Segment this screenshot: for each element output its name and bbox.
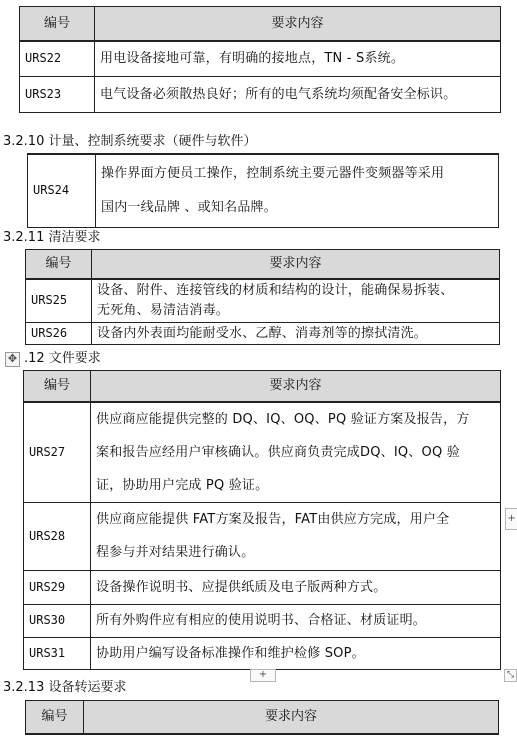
section-heading-3-2-10: 3.2.10 计量、控制系统要求（硬件与软件） [3,134,257,149]
add-column-button[interactable]: + [505,508,517,530]
section-heading-3-2-13: 3.2.13 设备转运要求 [3,680,127,695]
row-requirement [91,402,501,503]
row-code: URS27 [24,402,91,503]
row-requirement [91,502,501,570]
row-code: URS26 [26,323,92,345]
urs-table-cleaning [25,249,500,345]
table-header-row [26,250,500,279]
row-requirement: 用电设备接地可靠，有明确的接地点，TN - S系统。 [95,41,501,77]
requirement-line: 所有外购件应有相应的使用说明书、合格证、材质证明。 [96,613,427,628]
row-requirement [92,279,500,323]
table-move-handle-icon[interactable]: ✥ [5,352,20,367]
urs-table-electrical [19,6,501,113]
section-heading-3-2-12: .12 文件要求 [24,351,101,366]
row-code: URS31 [24,637,91,669]
header-code: 编号 [24,371,91,402]
add-row-button[interactable]: + [250,669,276,682]
table-header-row [20,7,501,41]
table-row [28,154,499,227]
requirement-line: 设备操作说明书、应提供纸质及电子版两种方式。 [96,579,387,595]
requirement-line: 设备、附件、连接管线的材质和结构的设计，能确保易拆装、 [97,282,454,298]
requirement-line: 案和报告应经用户审核确认。供应商负责完成DQ、IQ、OQ 验 [96,444,460,460]
table-row [26,279,500,323]
urs-table-transport [25,700,499,735]
table-row [20,41,501,77]
row-code: URS28 [24,502,91,570]
header-code: 编号 [26,250,92,279]
requirement-line: 证，协助用户完成 PQ 验证。 [96,477,269,493]
table-header-row [24,371,501,402]
requirement-line: 国内一线品牌 、或知名品牌。 [101,199,277,215]
row-code: URS29 [24,570,91,604]
row-requirement [96,154,499,227]
table-resize-icon[interactable]: ⤡ [504,669,517,682]
requirement-line: 程参与并对结果进行确认。 [96,545,255,560]
row-requirement: 电气设备必须散热良好；所有的电气系统均须配备安全标识。 [95,77,501,113]
requirement-line: 协助用户编写设备标准操作和维护检修 SOP。 [96,645,365,661]
requirement-line: 供应商应能提供完整的 DQ、IQ、OQ、PQ 验证方案及报告，方 [96,411,470,427]
row-requirement [92,323,500,345]
header-requirement: 要求内容 [95,7,501,41]
row-code: URS30 [24,604,91,637]
table-row [20,77,501,113]
header-requirement: 要求内容 [92,250,500,279]
header-code: 编号 [20,7,95,41]
table-row [24,570,501,604]
table-header-row [26,701,499,734]
table-row [24,402,501,503]
row-requirement [91,604,501,637]
requirement-line: 供应商应能提供 FAT方案及报告，FAT由供应方完成，用户全 [96,512,450,527]
table-row [24,502,501,570]
row-requirement [91,570,501,604]
requirement-line: 无死角、易清洁消毒。 [97,302,230,318]
row-requirement [91,637,501,669]
table-row [24,604,501,637]
urs-table-control-system [27,153,499,228]
row-code: URS23 [20,77,95,113]
requirement-line: 操作界面方便员工操作，控制系统主要元器件变频器等采用 [101,165,445,181]
requirement-line: 设备内外表面均能耐受水、乙醇、消毒剂等的擦拭清洗。 [97,326,428,341]
header-requirement: 要求内容 [91,371,501,402]
table-row [26,323,500,345]
urs-table-documents [23,370,501,670]
table-row [24,637,501,669]
row-code: URS25 [26,279,92,323]
section-heading-3-2-11: 3.2.11 清洁要求 [3,230,101,245]
row-code: URS24 [28,154,96,227]
header-code: 编号 [26,701,84,734]
row-code: URS22 [20,41,95,77]
header-requirement: 要求内容 [84,701,499,734]
